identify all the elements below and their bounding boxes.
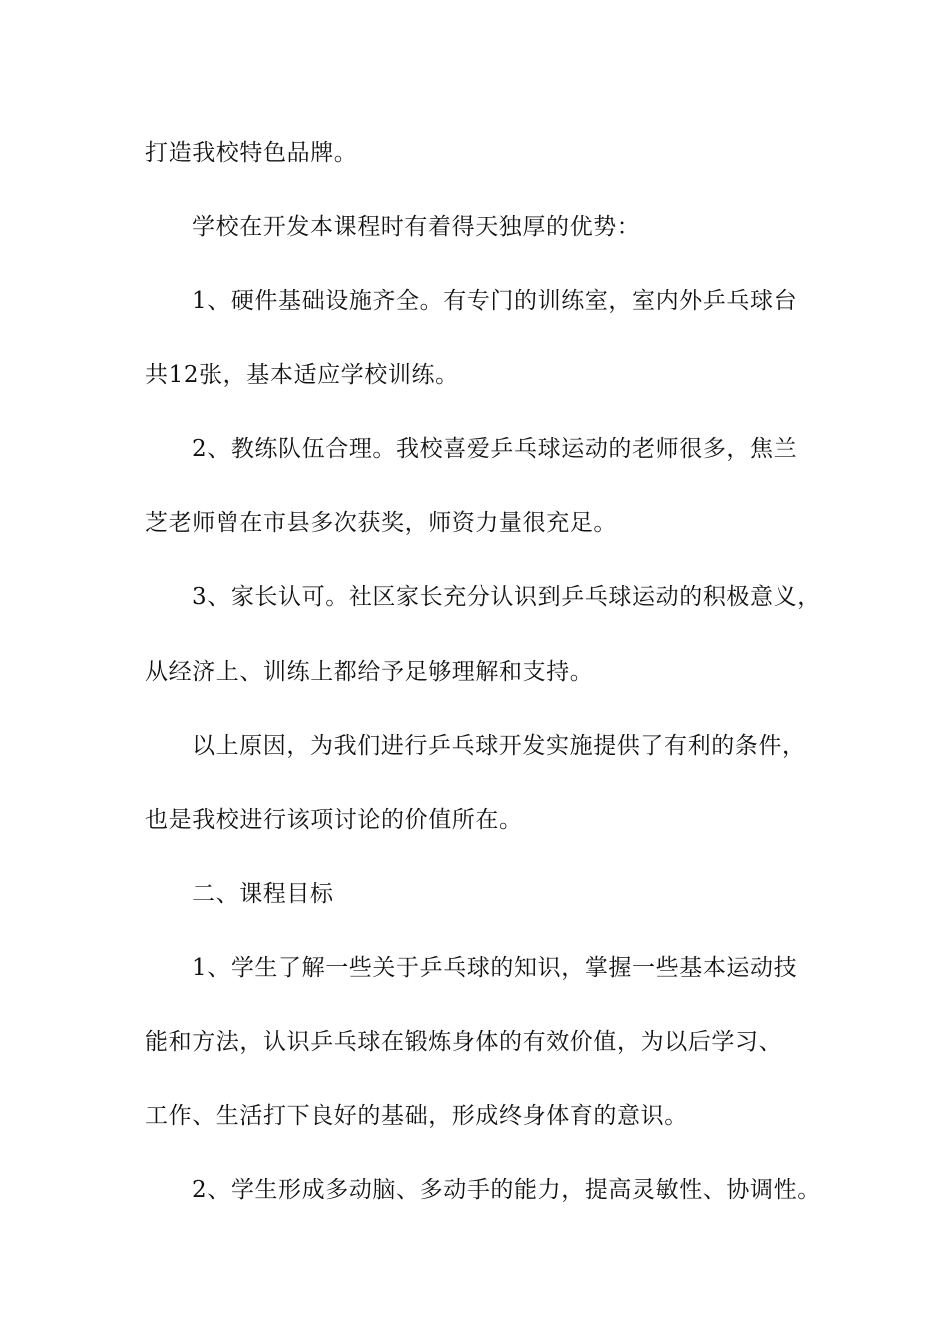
paragraph-line: 2、学生形成多动脑、多动手的能力，提高灵敏性、协调性。 [192,1177,821,1203]
paragraph-line: 芝老师曾在市县多次获奖，师资力量很充足。 [145,510,617,536]
paragraph-line: 能和方法，认识乒乓球在锻炼身体的有效价值，为以后学习、 [145,1029,783,1055]
section-heading: 二、课程目标 [192,881,334,907]
paragraph-line: 共12张，基本适应学校训练。 [145,362,459,388]
paragraph-line: 3、家长认可。社区家长充分认识到乒乓球运动的积极意义， [192,584,821,610]
paragraph-line: 2、教练队伍合理。我校喜爱乒乓球运动的老师很多，焦兰 [192,436,798,462]
paragraph-line: 1、学生了解一些关于乒乓球的知识，掌握一些基本运动技 [192,955,798,981]
paragraph-line: 从经济上、训练上都给予足够理解和支持。 [145,659,594,685]
paragraph-line: 1、硬件基础设施齐全。有专门的训练室，室内外乒乓球台 [192,288,798,314]
paragraph-line: 工作、生活打下良好的基础，形成终身体育的意识。 [145,1103,688,1129]
paragraph-line: 也是我校进行该项讨论的价值所在。 [145,807,523,833]
paragraph-line: 以上原因，为我们进行乒乓球开发实施提供了有利的条件， [192,733,806,759]
paragraph-line: 打造我校特色品牌。 [145,140,358,166]
paragraph-line: 学校在开发本课程时有着得天独厚的优势： [192,214,641,240]
